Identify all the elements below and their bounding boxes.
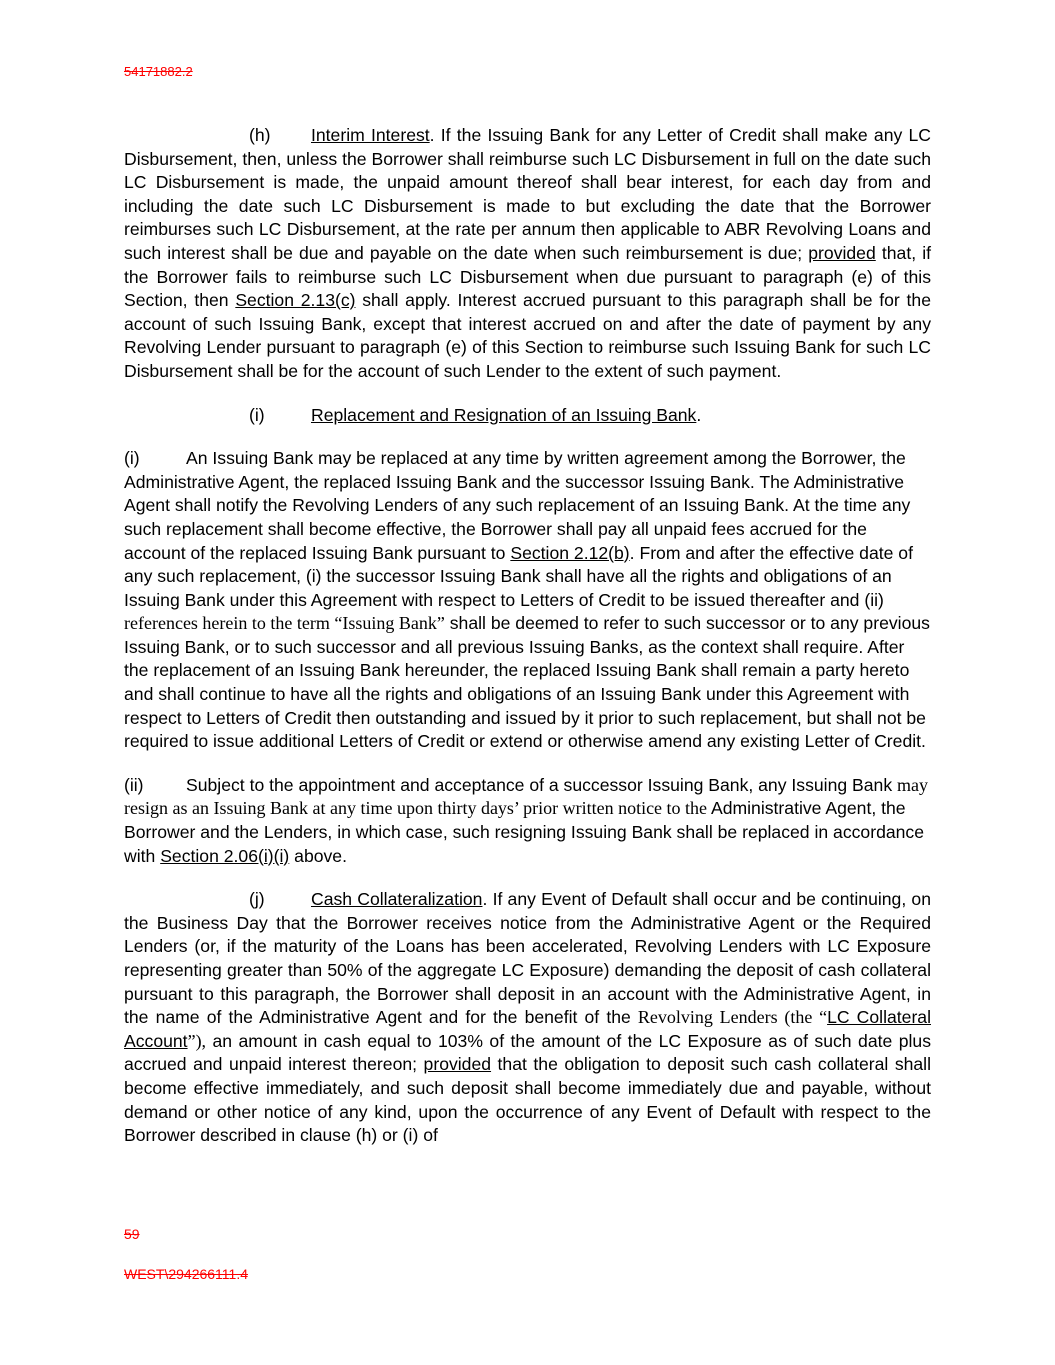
section-j-serif-text: ”), xyxy=(187,1030,207,1051)
sub-ii-text: Administrative Agent, the Borrower and the Lenders, in which case, such resigning Issuing Bank shall be replaced in accordance with xyxy=(124,798,925,866)
section-j-text: . If any Event of Default shall occur and be continuing, on the Business Day that the Borrower receives notice from the Administrative Agent or the Required Lenders (or, if the maturity of the Loans has been accelerated, Revolving Lenders with LC Exposure representing greater than 50% of the aggregate LC Exposure) demanding the deposit of cash collateral pursuant to this paragraph, the Borrower shall deposit in an account with the Administrative Agent, in the name of the Administrative Agent and for the benefit of the xyxy=(124,889,931,1028)
defined-term: LC Collateral Account xyxy=(124,1007,931,1051)
provided-term: provided xyxy=(423,1054,492,1075)
section-j-text: that the obligation to deposit such cash collateral shall become effective immediately, and such deposit shall become immediately due and payable, without demand or other notice of any kind, upon the occurrence of any Event of Default with respect to the Borrower described in clause (h) or (i) of xyxy=(124,1054,931,1146)
section-ref: Section 2.12(b) xyxy=(510,542,630,563)
sub-ii-text: Subject to the appointment and acceptance of a successor Issuing Bank, any Issuing Bank xyxy=(186,774,898,795)
section-h-text: . If the Issuing Bank for any Letter of Credit shall make any LC Disbursement, then, unless the Borrower shall reimburse such LC Disbursement in full on the date such LC Disbursement is made, the unpaid amount thereof shall bear interest, for each day from and including the date such LC Disbursement is made to but excluding the date that the Borrower reimburses such LC Disbursement, at the rate per annum then applicable to ABR Revolving Loans and such interest shall be due and payable on the date when such reimbursement is due; xyxy=(124,125,931,263)
sub-ii-text: above. xyxy=(289,845,347,866)
section-i-title-end: . xyxy=(696,404,702,425)
sub-i-text: . From and after the effective date of any such replacement, (i) the successor Issuing Bank shall have all the rights and obligations of an Issuing Bank under this Agreement with respect to Letters of Credit to be issued thereafter and (ii) xyxy=(124,542,913,610)
footer-doc-id: WEST\294266111.4 xyxy=(124,1266,249,1282)
sub-i-serif-text: references herein to the term “Issuing Bank” xyxy=(124,613,445,634)
header-doc-id: 54171882.2 xyxy=(124,64,193,79)
section-h-label: (h) xyxy=(249,125,271,145)
section-h-text: that, if the Borrower fails to reimburse such LC Disbursement when due pursuant to paragraph (e) of this Section, then xyxy=(124,242,932,311)
sub-i-label: (i) xyxy=(124,448,140,469)
section-h-text: shall apply. Interest accrued pursuant to this paragraph shall be for the account of such Issuing Bank, except that interest accrued on and after the date of payment by any Revolving Lender pursuant to paragraph (e) of this Section to reimburse such Issuing Bank for such LC Disbursement shall be for the account of such Lender to the extent of such payment. xyxy=(124,290,931,381)
section-i-heading xyxy=(124,404,931,428)
section-j-label: (j) xyxy=(249,889,265,910)
sub-ii-serif-text: may resign as an Issuing Bank at any time upon thirty days’ prior written notice to the xyxy=(124,774,929,819)
section-h-title: Interim Interest xyxy=(311,125,430,145)
page-number: 59 xyxy=(124,1226,140,1242)
section-ref: Section 2.13(c) xyxy=(235,290,356,311)
section-i-title: Replacement and Resignation of an Issuing Bank xyxy=(311,404,697,425)
section-i-sub-ii-paragraph xyxy=(124,774,931,868)
section-j-paragraph xyxy=(124,888,931,1148)
section-h-paragraph xyxy=(124,124,931,384)
section-j-serif-text: Revolving Lenders (the “ xyxy=(637,1007,828,1028)
provided-term: provided xyxy=(808,242,876,263)
section-i-label: (i) xyxy=(249,404,265,425)
section-j-title: Cash Collateralization xyxy=(311,889,483,910)
section-i-sub-i-paragraph xyxy=(124,447,931,754)
sub-ii-label: (ii) xyxy=(124,774,144,795)
section-ref: Section 2.06(i)(i) xyxy=(160,845,290,866)
document-body xyxy=(124,124,931,1168)
sub-i-text: shall be deemed to refer to such successor or to any previous Issuing Bank, or to such successor and all previous Issuing Banks, as the context shall require. After the replacement of an Issuing Bank hereunder, the replaced Issuing Bank shall remain a party hereto and shall continue to have all the rights and obligations of an Issuing Bank under this Agreement with respect to Letters of Credit then outstanding and issued by it prior to such replacement, but shall not be required to issue additional Letters of Credit or extend or otherwise amend any existing Letter of Credit. xyxy=(124,613,930,752)
sub-i-text: An Issuing Bank may be replaced at any time by written agreement among the Borrower, the Administrative Agent, the replaced Issuing Bank and the successor Issuing Bank. The Administrative Agent shall notify the Revolving Lenders of any such replacement of an Issuing Bank. At the time any such replacement shall become effective, the Borrower shall pay all unpaid fees accrued for the account of the replaced Issuing Bank pursuant to xyxy=(124,448,911,563)
section-j-text: an amount in cash equal to 103% of the amount of the LC Exposure as of such date plus accrued and unpaid interest thereon; xyxy=(124,1030,931,1075)
